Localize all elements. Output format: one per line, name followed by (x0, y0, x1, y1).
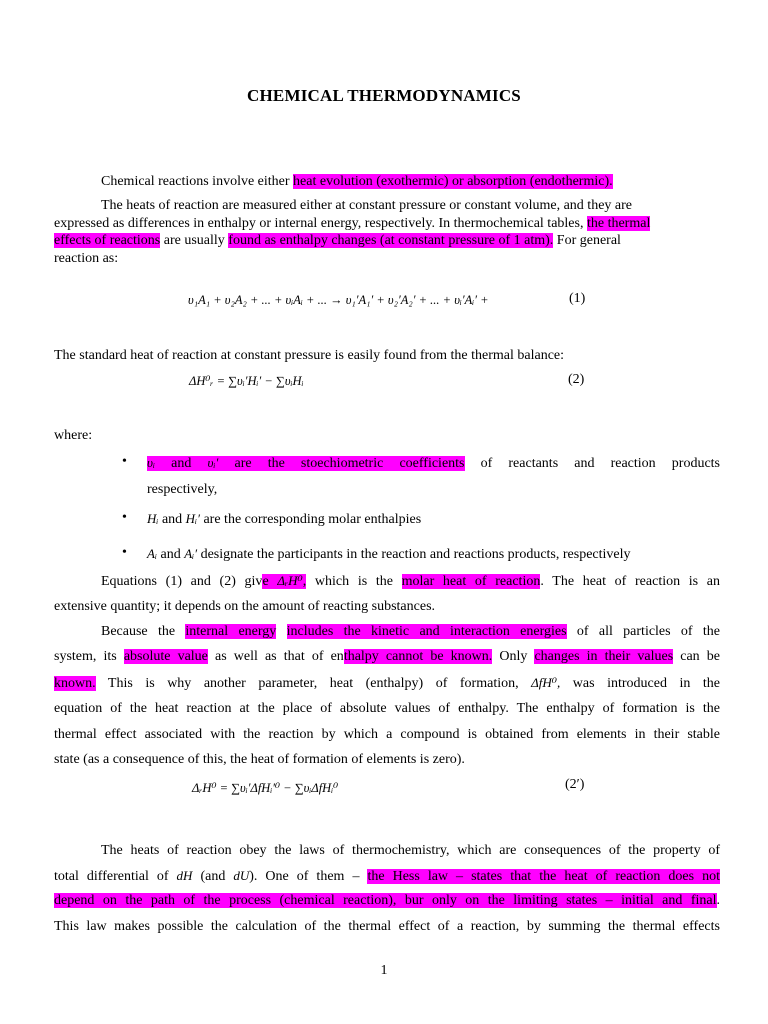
text: which is the (306, 574, 402, 589)
math-symbol: dU (233, 868, 250, 883)
highlight: depend on the path of the process (chemical reaction), bur only on the limiting states – initial and final (54, 893, 717, 908)
text: ). One of them – (249, 869, 368, 884)
text: e (262, 574, 278, 589)
bullet-text (147, 510, 720, 529)
highlight: heat evolution (exothermic) or absorption (endothermic). (293, 174, 613, 189)
paragraph-line (54, 867, 720, 886)
math-symbol: ΔfH⁰, (531, 675, 561, 690)
paragraph-line: The heats of reaction obey the laws of thermochemistry, which are consequences of the property of (101, 843, 720, 858)
highlight: known. (54, 676, 96, 691)
highlight: internal energy (185, 624, 277, 639)
highlight (262, 574, 306, 589)
text: designate the participants in the reaction and reactions products, respectively (197, 547, 631, 562)
bullet-text (147, 545, 720, 564)
paragraph-line: This law makes possible the calculation of the thermal effect of a reaction, by summing the thermal effects (54, 919, 720, 934)
text: . The heat of reaction is an (540, 574, 720, 589)
math-symbol: υᵢ (147, 455, 156, 470)
math-symbol: Hᵢ (147, 511, 159, 526)
page-title: CHEMICAL THERMODYNAMICS (247, 86, 521, 105)
page-number: 1 (380, 963, 388, 978)
text: Only (492, 649, 535, 664)
paragraph-line: reaction as: (54, 251, 119, 266)
equation-2-prime: ΔᵣH⁰ = ∑υᵢ′ΔfHᵢ′⁰ − ∑υᵢΔfHᵢ⁰ (192, 781, 339, 795)
bullet-icon: • (122, 510, 127, 525)
text: Equations (1) and (2) giv (101, 574, 263, 589)
paragraph-line: state (as a consequence of this, the heat of formation of elements is zero). (54, 752, 465, 767)
text: , (302, 574, 307, 589)
math-symbol: Aᵢ (147, 546, 157, 561)
text: For general (553, 233, 621, 248)
text: of all particles of the (566, 624, 721, 639)
math-symbol: Hᵢ′ (185, 511, 200, 526)
text: expressed as differences in enthalpy or internal energy, respectively. In thermochemical tables, (54, 216, 587, 231)
highlight (147, 456, 234, 471)
highlight: changes in their values (534, 649, 674, 664)
text: can be (673, 649, 720, 664)
math-symbol: ΔᵣH⁰ (277, 573, 303, 588)
text: This is why another parameter, heat (enthalpy) of formation, (95, 676, 519, 691)
paragraph-line (101, 173, 720, 191)
text: are the corresponding molar enthalpies (199, 512, 422, 527)
paragraph-line: equation of the heat reaction at the place of absolute values of enthalpy. The enthalpy of formation is the (54, 701, 720, 716)
equation-number: (1) (569, 291, 586, 306)
text: (and (192, 869, 234, 884)
equation-number: (2) (568, 372, 585, 387)
paragraph-line (101, 572, 720, 591)
paragraph-line (54, 232, 720, 250)
text: was introduced in the (560, 676, 721, 691)
paragraph-line: The standard heat of reaction at constant pressure is easily found from the thermal balance: (54, 348, 565, 363)
paragraph-line (101, 623, 720, 641)
highlight: are the stoechiometric coefficients (234, 456, 465, 471)
paragraph-line: extensive quantity; it depends on the amount of reacting substances. (54, 599, 436, 614)
highlight: the Hess law – states that the heat of reaction does not (367, 869, 720, 884)
paragraph-line (54, 674, 720, 693)
text: Because the (101, 624, 186, 639)
equation-2: ΔH⁰ᵣ = ∑υᵢ′Hᵢ′ − ∑υᵢHᵢ (189, 374, 304, 388)
paragraph-line: thermal effect associated with the reaction by which a compound is obtained from elements in their stable (54, 727, 720, 742)
math-symbol: Aᵢ′ (184, 546, 198, 561)
paragraph-line: where: (54, 428, 93, 443)
math-symbol: dH (176, 868, 193, 883)
paragraph-line (54, 215, 720, 233)
text: . (716, 893, 720, 908)
text: total differential of (54, 869, 177, 884)
highlight: absolute value (123, 649, 208, 664)
paragraph-line (54, 892, 720, 910)
text: and (157, 547, 185, 562)
text: Chemical reactions involve either (101, 174, 294, 189)
paragraph-line: The heats of reaction are measured either at constant pressure or constant volume, and they are (101, 198, 633, 213)
equation-1: υ₁A₁ + υ₂A₂ + ... + υᵢAᵢ + ... → υ₁′A₁′ + υ₂′A₂′ + ... + υᵢ′Aᵢ′ + (188, 293, 489, 307)
math-symbol: υᵢ′ (207, 455, 219, 470)
text: are usually (160, 233, 229, 248)
text: and (158, 512, 186, 527)
text: as well as that of en (207, 649, 344, 664)
paragraph-line (54, 648, 720, 666)
highlight: includes the kinetic and interaction energies (286, 624, 567, 639)
highlight: the thermal (586, 216, 651, 231)
text: of reactants and reaction products (464, 456, 721, 471)
highlight: found as enthalpy changes (at constant pressure of 1 atm). (228, 233, 554, 248)
highlight: effects of reactions (54, 233, 161, 248)
bullet-icon: • (122, 545, 127, 560)
text: system, its (54, 649, 124, 664)
bullet-icon: • (122, 454, 127, 469)
bullet-text: respectively, (147, 482, 218, 497)
bullet-text (147, 454, 720, 473)
highlight: thalpy cannot be known. (343, 649, 493, 664)
highlight: molar heat of reaction (401, 574, 541, 589)
equation-number: (2′) (565, 777, 585, 792)
text: and (155, 456, 208, 471)
